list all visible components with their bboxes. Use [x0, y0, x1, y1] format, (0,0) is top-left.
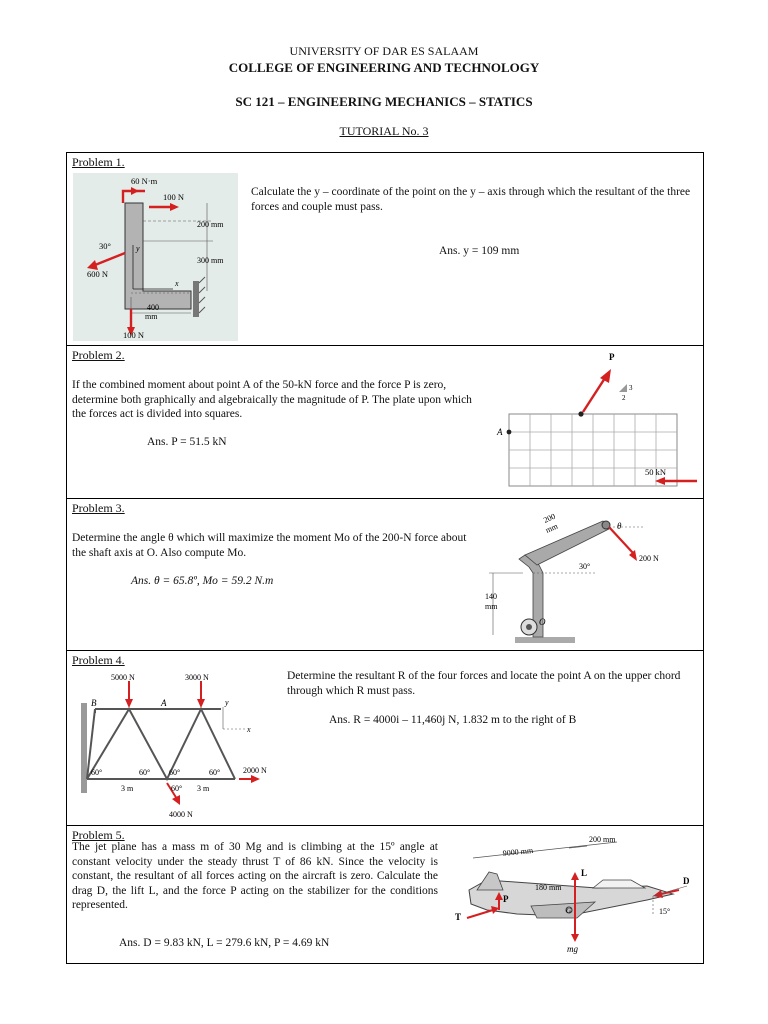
- problem-1-title: Problem 1.: [72, 155, 125, 169]
- p4-label-2000n: 2000 N: [243, 766, 267, 775]
- header-tutorial: TUTORIAL No. 3: [339, 124, 429, 138]
- p1-label-mm: mm: [145, 312, 158, 321]
- p1-label-couple: 60 N·m: [131, 176, 158, 186]
- problem-4-figure: [73, 671, 278, 821]
- p2-label-3: 3: [629, 384, 633, 392]
- p5-label-15deg: 15°: [659, 907, 671, 916]
- problem-3-title: Problem 3.: [72, 501, 125, 515]
- p3-label-200: 200: [542, 511, 557, 525]
- problem-2-figure: [485, 348, 700, 496]
- problem-5-answer: Ans. D = 9.83 kN, L = 279.6 kN, P = 4.69 kN: [119, 937, 330, 949]
- p5-label-g: G: [566, 907, 572, 915]
- problem-1-row: [67, 153, 703, 346]
- problem-3-text: Determine the angle θ which will maximize the moment Mo of the 200-N force about the shaft axis at O. Also compute Mo.: [72, 532, 467, 559]
- p1-label-400: 400: [147, 303, 159, 312]
- problem-3-answer: Ans. θ = 65.8º, Mo = 59.2 N.m: [131, 575, 274, 587]
- problem-2-title: Problem 2.: [72, 348, 125, 362]
- problem-4-answer: Ans. R = 4000i – 11,460j N, 1.832 m to the right of B: [329, 714, 577, 726]
- p4-label-y: y: [225, 698, 229, 707]
- p4-label-x: x: [247, 725, 251, 734]
- p4-label-60-1: 60°: [91, 768, 103, 777]
- p4-label-60-4: 60°: [209, 768, 221, 777]
- p5-label-mg: mg: [567, 944, 578, 954]
- header-course: SC 121 – ENGINEERING MECHANICS – STATICS: [235, 94, 533, 109]
- problem-2-text: If the combined moment about point A of the 50-kN force and the force P is zero, determine both graphically and algebraically the magnitude of P. The plate upon which the forces act is divided into squares.: [72, 379, 472, 420]
- p4-label-a: A: [161, 698, 167, 708]
- p4-label-3m-1: 3 m: [121, 784, 134, 793]
- header-university: UNIVERSITY OF DAR ES SALAAM: [289, 44, 479, 58]
- p5-label-9000mm: 9000 mm: [502, 845, 534, 858]
- problem-5-figure: [447, 828, 701, 960]
- p1-label-300mm: 300 mm: [197, 256, 224, 265]
- p5-label-180mm: 180 mm: [535, 883, 562, 892]
- p4-label-b: B: [91, 698, 97, 708]
- p4-label-5000n: 5000 N: [111, 673, 135, 682]
- problem-2-answer: Ans. P = 51.5 kN: [147, 436, 227, 448]
- p1-label-y: y: [136, 244, 140, 253]
- p1-label-200mm: 200 mm: [197, 220, 224, 229]
- problem-3-row: [67, 499, 703, 651]
- problem-1-answer: Ans. y = 109 mm: [439, 245, 520, 257]
- p5-label-p: P: [503, 894, 509, 904]
- p4-label-3m-2: 3 m: [197, 784, 210, 793]
- problem-1-text: Calculate the y – coordinate of the point on the y – axis through which the resultant of the three forces and couple must pass.: [251, 186, 691, 213]
- problem-5-row: [67, 826, 703, 963]
- p2-label-50kn: 50 kN: [645, 467, 667, 477]
- problem-4-text: Determine the resultant R of the four forces and locate the point A on the upper chord through which R must pass.: [287, 670, 681, 697]
- p5-label-200mm: 200 mm: [589, 835, 616, 844]
- p3-label-30deg: 30°: [579, 562, 591, 571]
- problem-4-title: Problem 4.: [72, 653, 125, 667]
- p4-label-3000n: 3000 N: [185, 673, 209, 682]
- p5-label-d: D: [683, 876, 690, 886]
- p1-label-30deg: 30°: [99, 241, 111, 251]
- p3-label-theta: θ: [617, 521, 622, 531]
- problem-5-title: Problem 5.: [72, 828, 125, 842]
- p2-label-p: P: [609, 352, 615, 362]
- p4-label-60-5: 60°: [171, 784, 183, 793]
- p4-label-60-2: 60°: [139, 768, 151, 777]
- p5-label-t: T: [455, 912, 462, 922]
- p3-label-140: 140: [485, 592, 497, 601]
- p4-label-60-3: 60°: [169, 768, 181, 777]
- p5-label-l: L: [581, 868, 588, 878]
- p3-label-o: O: [539, 617, 546, 627]
- p3-label-mm: mm: [485, 602, 498, 611]
- problem-3-figure: [485, 503, 700, 647]
- p1-label-100n-top: 100 N: [163, 192, 185, 202]
- p3-label-200n: 200 N: [639, 554, 659, 563]
- header-college: COLLEGE OF ENGINEERING AND TECHNOLOGY: [228, 60, 540, 75]
- p1-label-100n-bottom: 100 N: [123, 330, 145, 340]
- p3-label-mm-arm: mm: [544, 521, 560, 535]
- problems-table: [66, 152, 704, 964]
- problem-2-row: [67, 346, 703, 499]
- problem-1-figure: [73, 173, 238, 341]
- p2-label-a: A: [497, 427, 503, 437]
- p1-label-600n: 600 N: [87, 269, 109, 279]
- problem-5-text: The jet plane has a mass m of 30 Mg and is climbing at the 15º angle at constant velocity under the steady thrust T of 86 kN. Since the velocity is constant, the resultant of all forces acting on the aircraft is zero. Calculate the drag D, the lift L, and the force P acting on the stabilizer for the conditions represented.: [72, 841, 438, 911]
- problem-4-row: [67, 651, 703, 826]
- p1-label-x: x: [175, 279, 179, 288]
- p2-label-2: 2: [622, 394, 626, 402]
- p4-label-4000n: 4000 N: [169, 810, 193, 819]
